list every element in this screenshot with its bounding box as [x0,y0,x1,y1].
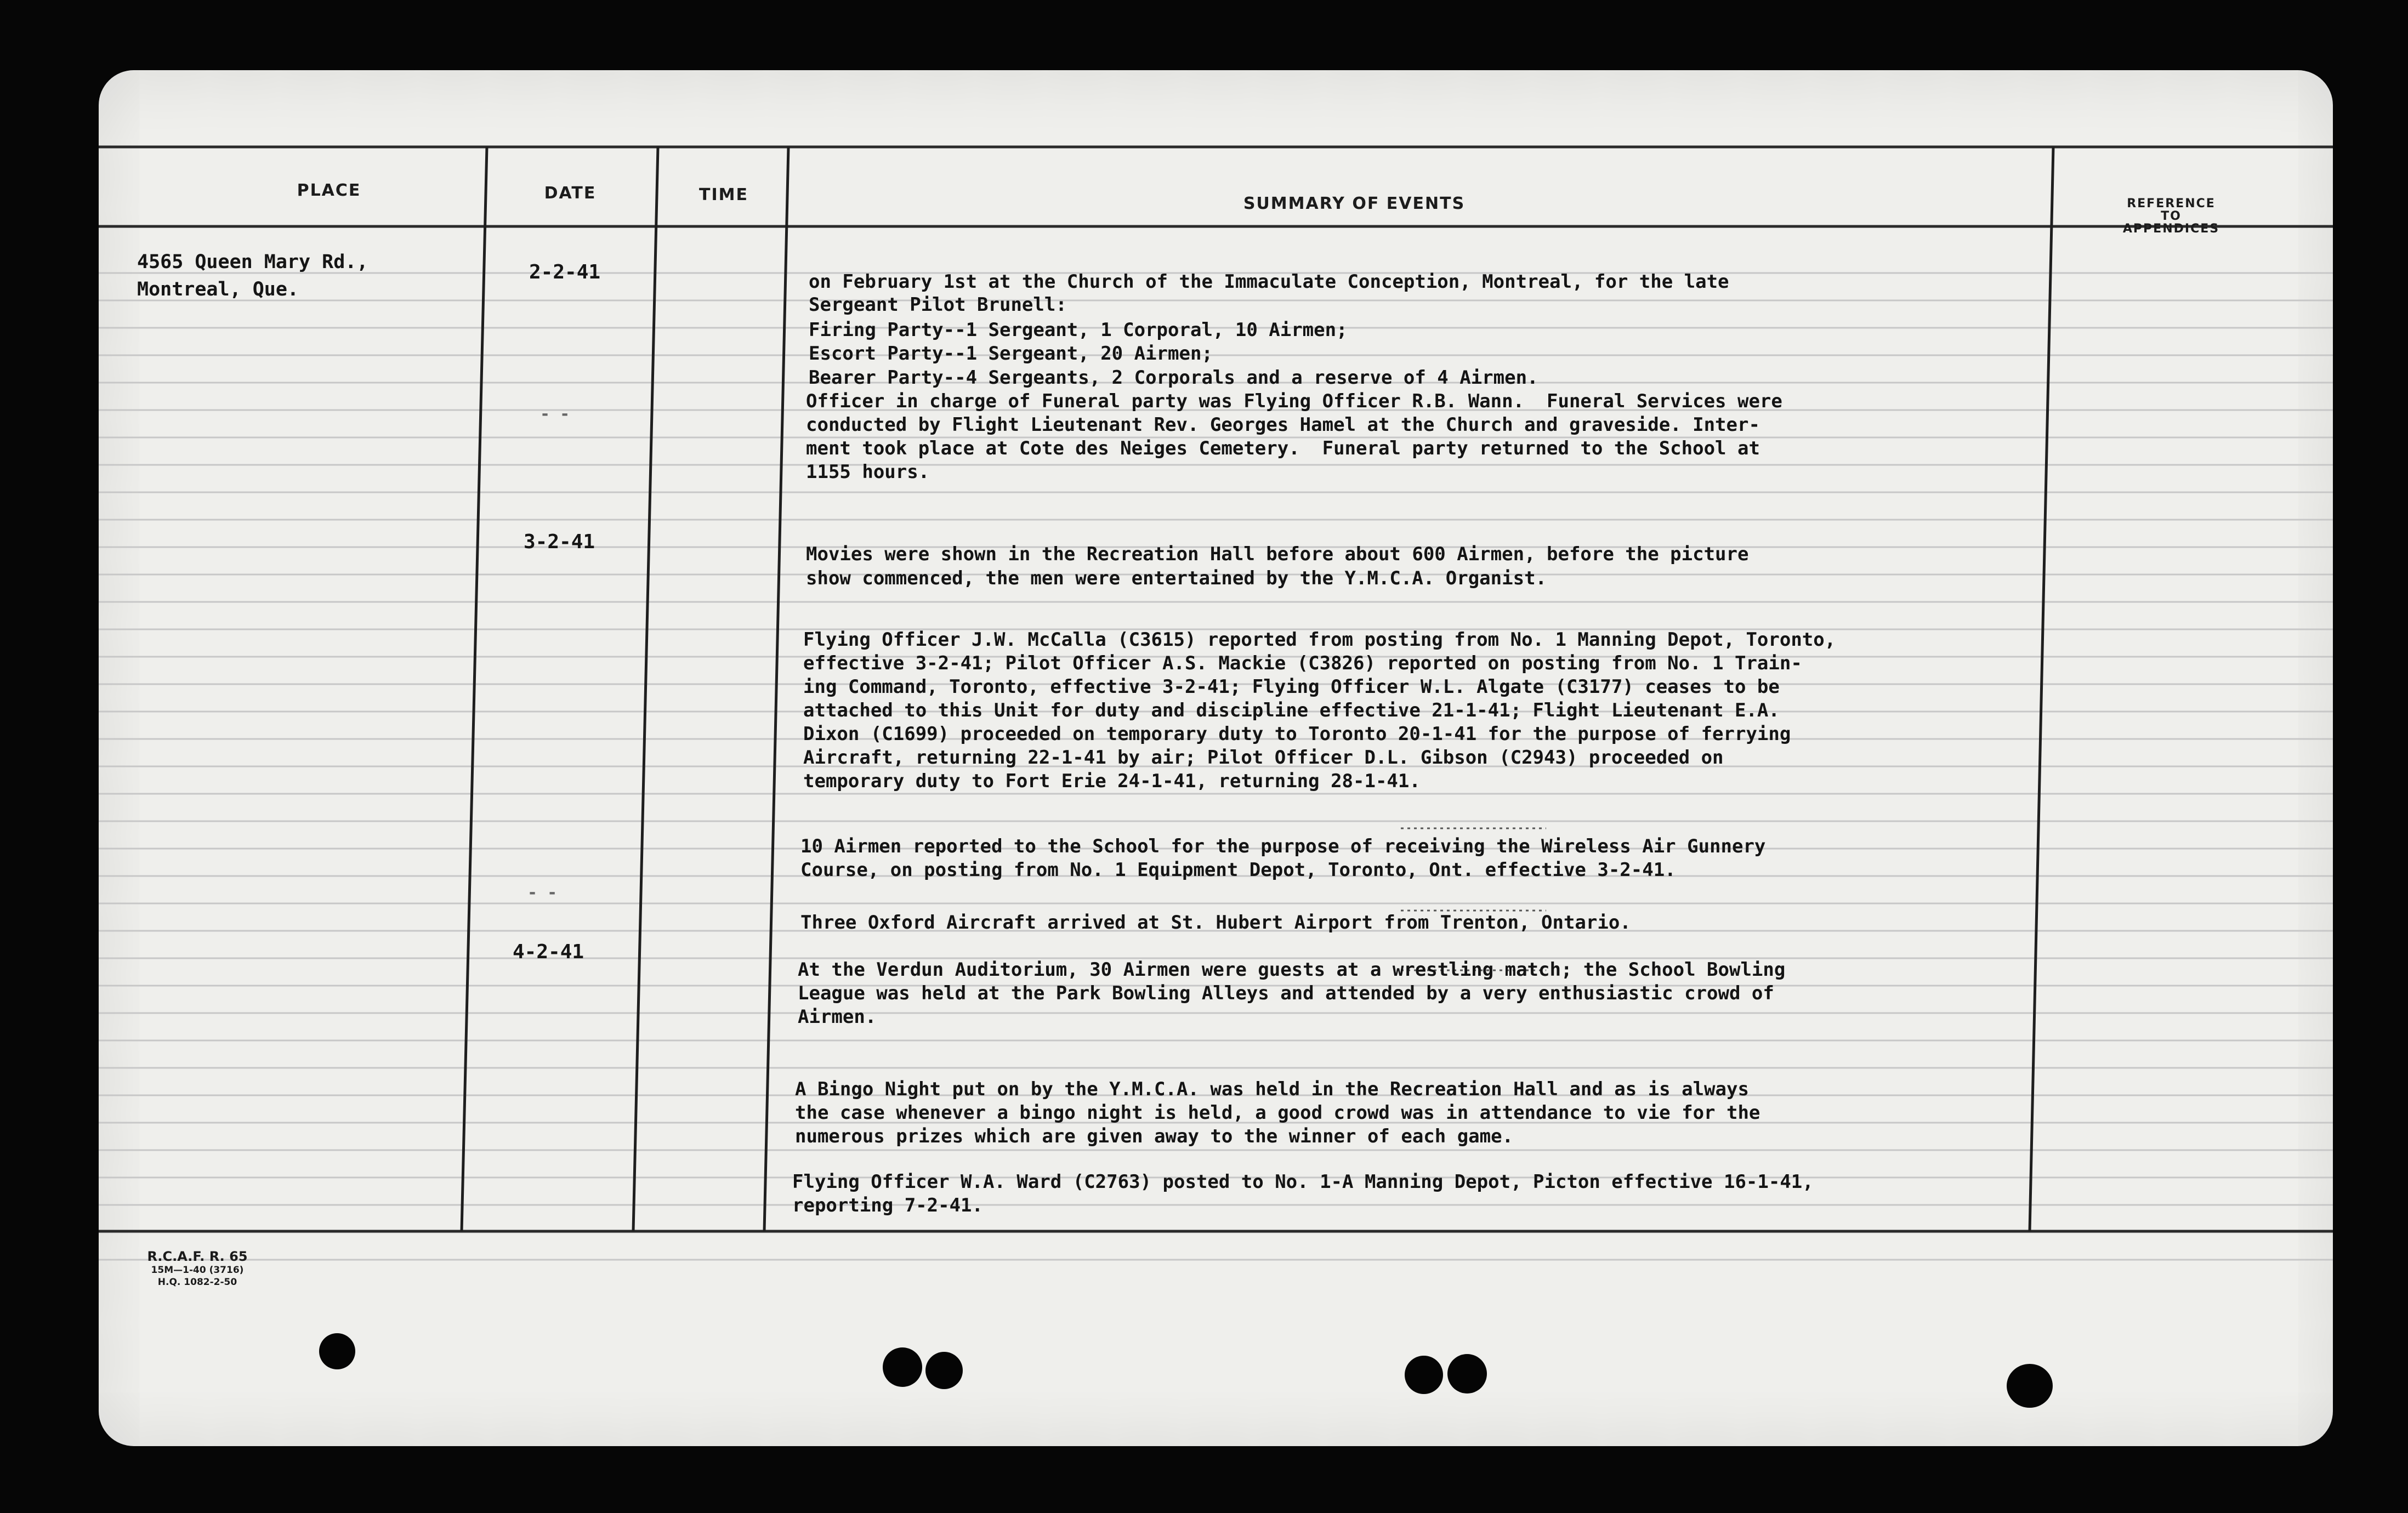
punch-hole [883,1347,922,1387]
header-reference-line1: REFERENCE [2127,197,2216,211]
entry-line: conducted by Flight Lieutenant Rev. Georges Hamel at the Church and graveside. Inter- [806,414,1760,436]
entry-line: Escort Party--1 Sergeant, 20 Airmen; [809,343,1213,365]
punch-hole [1447,1354,1487,1393]
header-summary: SUMMARY OF EVENTS [1243,194,1466,213]
entry-line: Dixon (C1699) proceeded on temporary duty to Toronto 20-1-41 for the purpose of ferrying [803,723,1791,745]
punch-hole [319,1333,355,1369]
header-reference [2056,197,2286,235]
header-date: DATE [544,184,597,203]
place-line2: Montreal, Que. [137,278,299,300]
entry-line: on February 1st at the Church of the Immaculate Conception, Montreal, for the late [809,271,1729,293]
entry-line: Firing Party--1 Sergeant, 1 Corporal, 10 Airmen; [809,319,1348,341]
entry-line: effective 3-2-41; Pilot Officer A.S. Mackie (C3826) reported on posting from No. 1 Train- [803,652,1802,674]
entry-line: Officer in charge of Funeral party was Flying Officer R.B. Wann. Funeral Services were [806,390,1782,412]
entry-line: numerous prizes which are given away to the winner of each game. [795,1125,1514,1147]
date-dash-1: - - [540,405,570,424]
header-place: PLACE [297,181,361,200]
punch-hole [925,1352,963,1389]
date-dash-2: - - [527,883,558,902]
war-diary-card [99,70,2333,1446]
entry-line: Bearer Party--4 Sergeants, 2 Corporals and a reserve of 4 Airmen. [809,367,1538,389]
form-code [115,1249,280,1288]
form-code-line2: 15M—1-40 (3716) [151,1265,244,1276]
entry-line: Sergeant Pilot Brunell: [809,294,1067,316]
entry-line: 1155 hours. [806,461,930,483]
header-time: TIME [699,185,748,204]
entry-line: 10 Airmen reported to the School for the purpose of receiving the Wireless Air Gunnery [800,835,1766,857]
punch-hole [2007,1364,2053,1408]
form-code-line3: H.Q. 1082-2-50 [157,1277,237,1288]
entry-line: temporary duty to Fort Erie 24-1-41, returning 28-1-41. [803,770,1421,792]
entry-line: Flying Officer W.A. Ward (C2763) posted to No. 1-A Manning Depot, Picton effective 16-1-41, [792,1171,1814,1193]
entry-line: ing Command, Toronto, effective 3-2-41; Flying Officer W.L. Algate (C3177) ceases to be [803,676,1780,698]
entry-line: attached to this Unit for duty and discipline effective 21-1-41; Flight Lieutenant E.A. [803,699,1780,721]
place-line1: 4565 Queen Mary Rd., [137,251,368,273]
entry-line: At the Verdun Auditorium, 30 Airmen were guests at a wrestling match; the School Bowling [798,959,1786,981]
date-4-2-41: 4-2-41 [513,941,584,963]
header-reference-line3: APPENDICES [2122,222,2220,236]
date-3-2-41: 3-2-41 [524,531,595,553]
entry-line: the case whenever a bingo night is held, a good crowd was in attendance to vie for the [795,1102,1760,1124]
entry-line: Aircraft, returning 22-1-41 by air; Pilot Officer D.L. Gibson (C2943) proceeded on [803,747,1724,769]
entry-line: Three Oxford Aircraft arrived at St. Hubert Airport from Trenton, Ontario. [800,912,1631,934]
entry-line: Flying Officer J.W. McCalla (C3615) reported from posting from No. 1 Manning Depot, Toronto, [803,629,1836,651]
date-2-2-41: 2-2-41 [529,261,601,283]
entry-line: A Bingo Night put on by the Y.M.C.A. was held in the Recreation Hall and as is always [795,1078,1749,1100]
entry-line: Course, on posting from No. 1 Equipment Depot, Toronto, Ont. effective 3-2-41. [800,859,1676,881]
entry-line: Airmen. [798,1006,877,1028]
entry-line: show commenced, the men were entertained by the Y.M.C.A. Organist. [806,567,1547,589]
header-reference-line2: TO [2161,209,2182,223]
entry-line: Movies were shown in the Recreation Hall before about 600 Airmen, before the picture [806,543,1749,565]
form-code-line1: R.C.A.F. R. 65 [147,1249,248,1264]
entry-line: reporting 7-2-41. [792,1195,983,1216]
entry-line: League was held at the Park Bowling Alleys and attended by a very enthusiastic crowd of [798,982,1774,1004]
punch-hole [1405,1356,1443,1394]
entry-line: ment took place at Cote des Neiges Cemetery. Funeral party returned to the School at [806,437,1760,459]
